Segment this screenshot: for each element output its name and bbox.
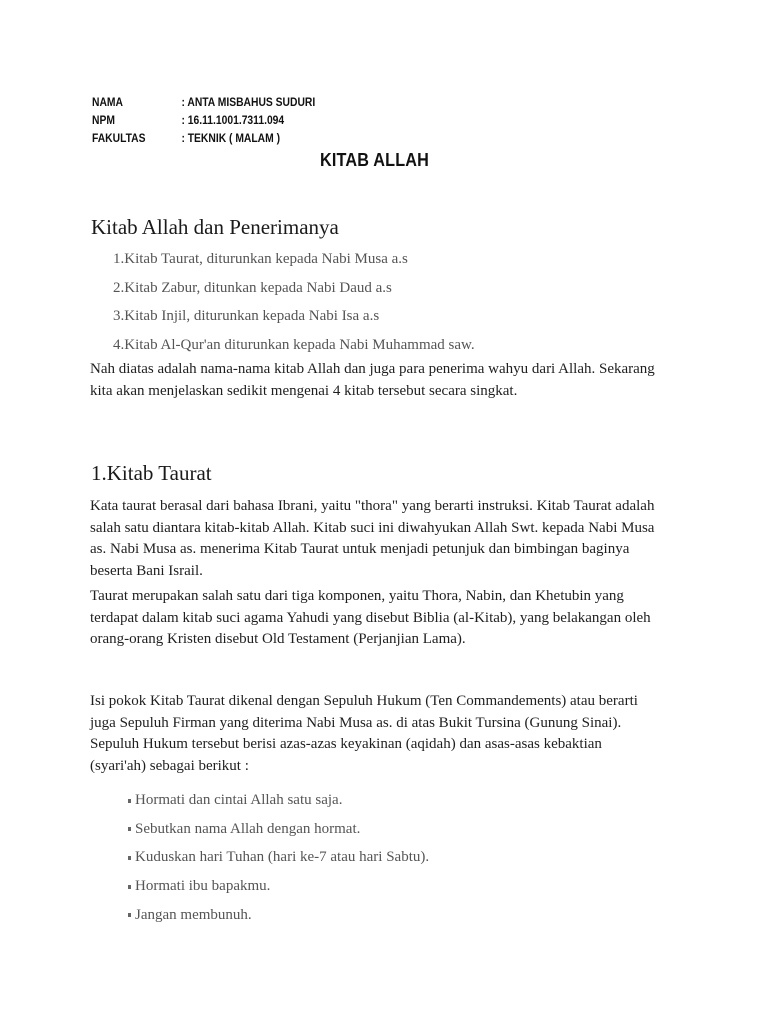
list-item xyxy=(128,900,429,929)
list-item xyxy=(128,843,429,872)
section-heading-taurat: 1.Kitab Taurat xyxy=(91,461,212,485)
npm-value: : 16.11.1001.7311.094 xyxy=(181,113,285,127)
student-identity xyxy=(92,93,315,147)
commandment-text: Hormati ibu bapakmu. xyxy=(135,878,271,895)
commandment-text: Kuduskan hari Tuhan (hari ke-7 atau hari Sabtu). xyxy=(135,849,430,866)
name-value: : ANTA MISBAHUS SUDURI xyxy=(181,95,316,109)
list-item xyxy=(128,786,429,815)
list-item: 1.Kitab Taurat, diturunkan kepada Nabi Musa a.s xyxy=(113,251,408,267)
bullet-icon xyxy=(128,913,131,917)
kitab-list xyxy=(113,249,475,364)
faculty-label: FAKULTAS xyxy=(92,131,146,145)
list-item: 4.Kitab Al-Qur'an diturunkan kepada Nabi Muhammad saw. xyxy=(113,337,475,354)
taurat-paragraph-2: Taurat merupakan salah satu dari tiga komponen, yaitu Thora, Nabin, dan Khetubin yang terdapat dalam kitab suci agama Yahudi yang disebut Biblia (al-Kitab), yang belakangan oleh orang-orang Kristen disebut Old Testament (Perjanjian Lama). xyxy=(90,588,651,647)
document-title: KITAB ALLAH xyxy=(320,150,430,170)
list-item: 2.Kitab Zabur, ditunkan kepada Nabi Daud a.s xyxy=(113,279,392,296)
faculty-value: : TEKNIK ( MALAM ) xyxy=(181,131,281,145)
commandment-text: Sebutkan nama Allah dengan hormat. xyxy=(135,820,361,837)
identity-row-faculty xyxy=(92,129,315,147)
intro-paragraph: Nah diatas adalah nama-nama kitab Allah dan juga para penerima wahyu dari Allah. Sekarang kita akan menjelaskan sedikit mengenai 4 kitab tersebut secara singkat. xyxy=(90,361,655,399)
list-item: 3.Kitab Injil, diturunkan kepada Nabi Isa a.s xyxy=(113,308,380,325)
section-heading-kitab-allah: Kitab Allah dan Penerimanya xyxy=(91,215,339,239)
commandment-text: Jangan membunuh. xyxy=(135,906,252,923)
list-item xyxy=(128,872,429,901)
bullet-icon xyxy=(128,799,131,803)
bullet-icon xyxy=(128,827,131,831)
bullet-icon xyxy=(128,856,131,860)
taurat-paragraph-1: Kata taurat berasal dari bahasa Ibrani, yaitu "thora" yang berarti instruksi. Kitab Taurat adalah salah satu diantara kitab-kitab Allah. Kitab suci ini diwahyukan Allah Swt. kepada Nabi Musa as. Nabi Musa as. menerima Kitab Taurat untuk menjadi petunjuk dan bimbingan baginya beserta Bani Israil. xyxy=(90,498,655,579)
identity-row-npm xyxy=(92,111,315,129)
bullet-icon xyxy=(128,885,131,889)
name-label: NAMA xyxy=(92,95,123,109)
npm-label: NPM xyxy=(92,113,115,127)
commandments-list xyxy=(128,786,429,929)
list-item xyxy=(128,815,429,844)
taurat-paragraph-3: Isi pokok Kitab Taurat dikenal dengan Sepuluh Hukum (Ten Commandements) atau berarti juga Sepuluh Firman yang diterima Nabi Musa as. di atas Bukit Tursina (Gunung Sinai). Sepuluh Hukum tersebut berisi azas-azas keyakinan (aqidah) dan asas-asas kebaktian (syari'ah) sebagai berikut : xyxy=(90,693,638,774)
identity-row-name xyxy=(92,93,315,111)
commandment-text: Hormati dan cintai Allah satu saja. xyxy=(135,792,343,809)
